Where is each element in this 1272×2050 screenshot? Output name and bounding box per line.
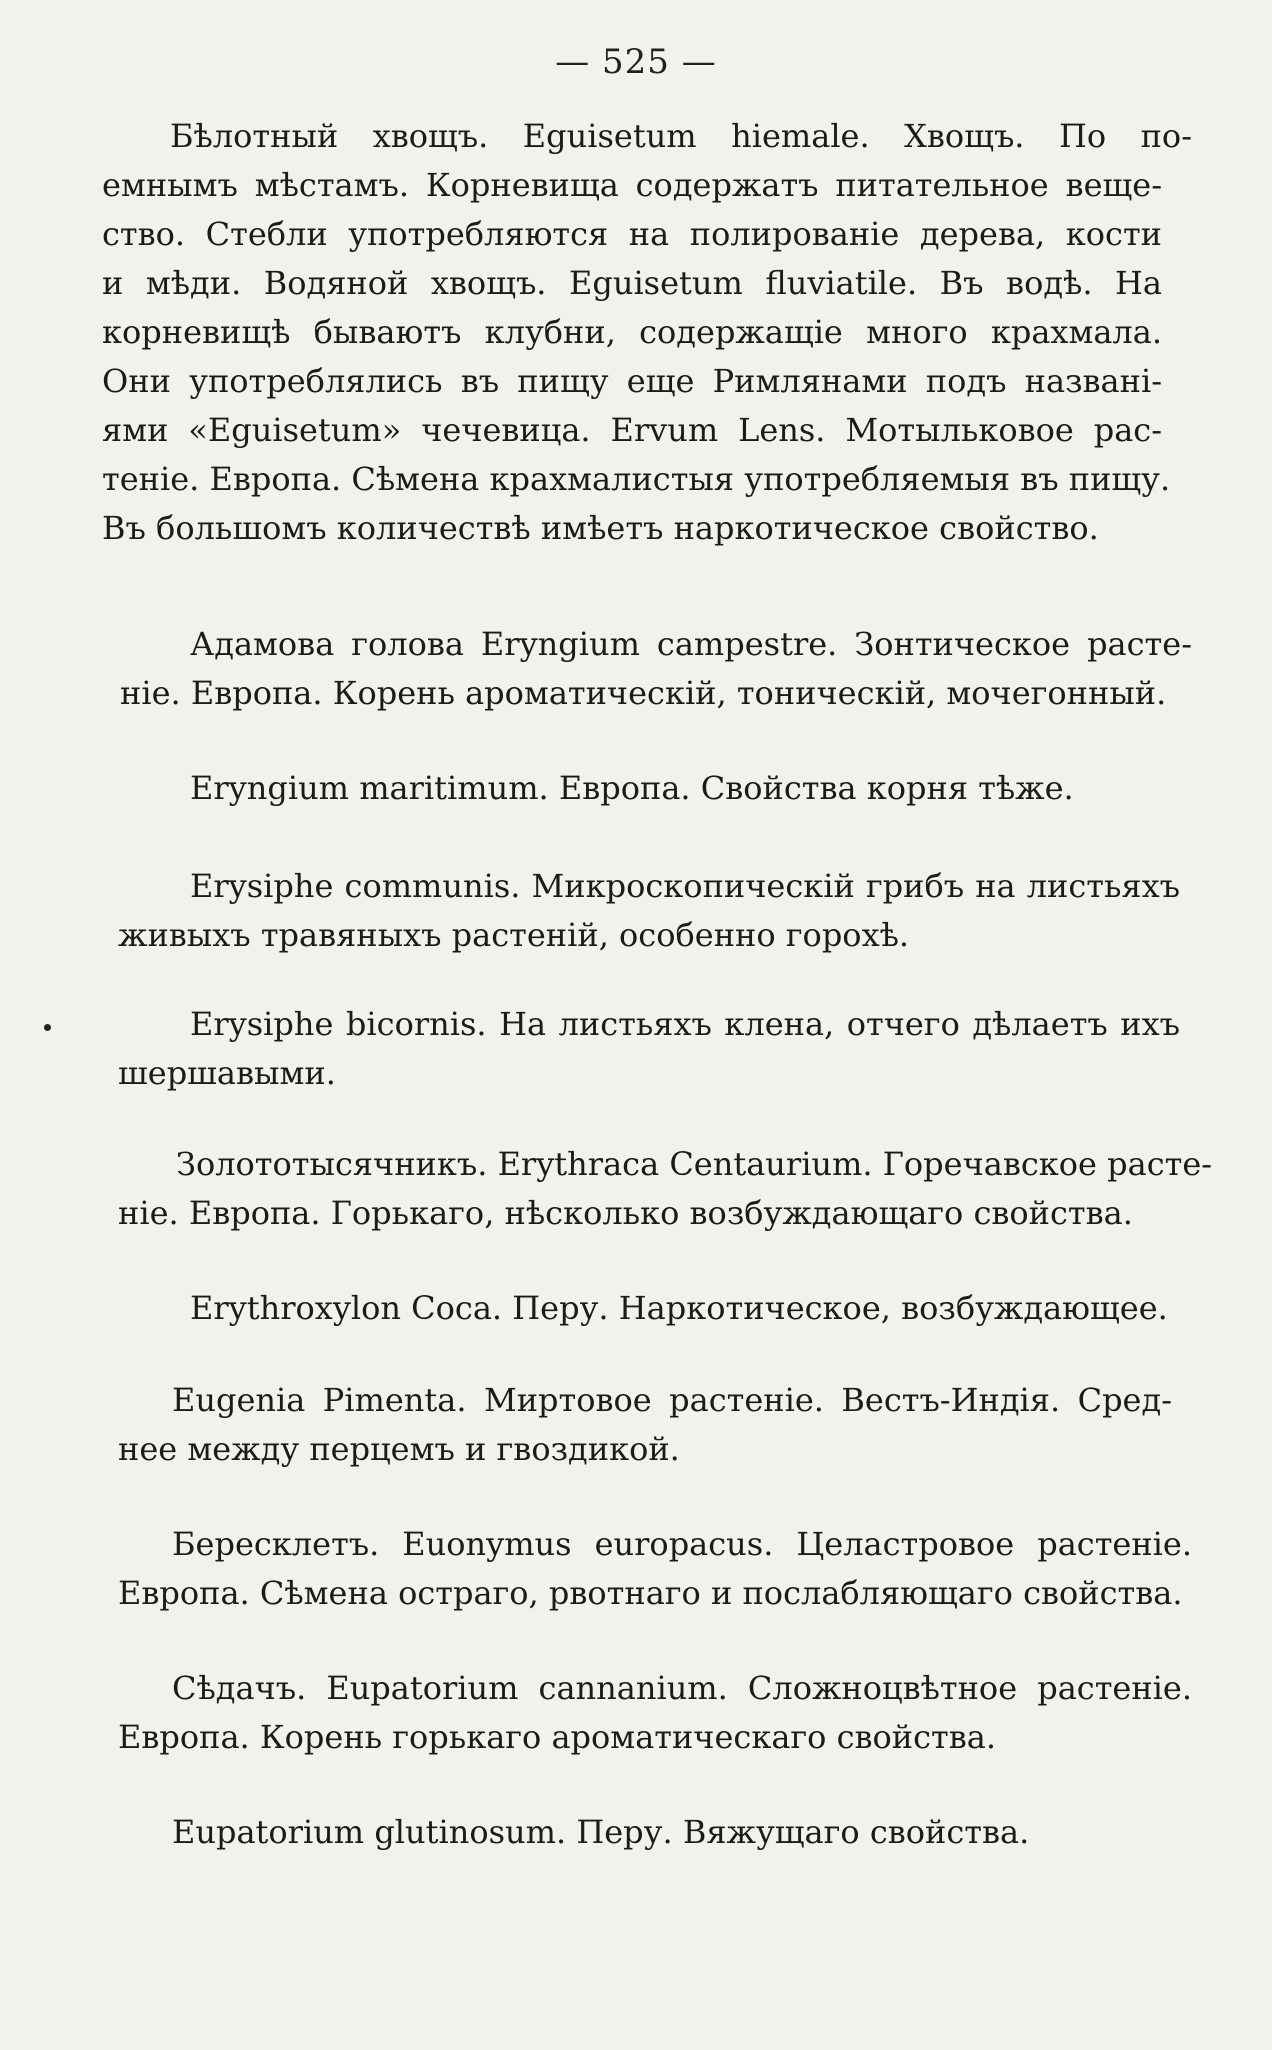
entry-erysiphe-communis: [118, 862, 1192, 960]
entry-eryngium-maritimum: [132, 764, 1192, 813]
entry-euonymus-europaeus: [118, 1520, 1192, 1618]
entry-line: ями «Eguisetum» чечевица. Ervum Lens. Мотыльковое рас-: [102, 411, 1162, 449]
entry-line: ніе. Европа. Корень ароматическій, тоническій, мочегонный.: [120, 674, 1167, 712]
entry-line: емнымъ мѣстамъ. Корневища содержатъ питательное веще-: [102, 166, 1162, 204]
entry-erysiphe-bicornis: [118, 1000, 1192, 1098]
ink-dot: [44, 1024, 51, 1031]
entry-line: нее между перцемъ и гвоздикой.: [118, 1430, 680, 1468]
entry-line: Бѣлотный хвощъ. Eguisetum hiemale. Хвощъ. По по-: [170, 117, 1192, 155]
entry-line: Erysiphe communis. Микроскопическій грибъ на листьяхъ: [190, 867, 1180, 905]
entry-line: живыхъ травяныхъ растеній, особенно горохѣ.: [118, 916, 910, 954]
entry-line: Eugenia Pimenta. Миртовое растеніе. Вестъ-Индія. Сред-: [172, 1381, 1172, 1419]
entry-line: Они употреблялись въ пищу еще Римлянами подъ названі-: [102, 362, 1162, 400]
entry-line: Бересклетъ. Euonymus europacus. Целастровое растеніе.: [172, 1525, 1192, 1563]
entry-line: ство. Стебли употребляются на полированіе дерева, кости: [102, 215, 1162, 253]
entry-eugenia-pimenta: [118, 1376, 1192, 1474]
entry-line: Eupatorium glutinosum. Перу. Вяжущаго свойства.: [172, 1813, 1030, 1851]
entry-erythraea-centaurium: [118, 1140, 1213, 1238]
entry-line: и мѣди. Водяной хвощъ. Eguisetum fluviatile. Въ водѣ. На: [102, 264, 1162, 302]
entry-line: ніе. Европа. Горькаго, нѣсколько возбуждающаго свойства.: [118, 1194, 1133, 1232]
entry-line: Erysiphe bicornis. На листьяхъ клена, отчего дѣлаетъ ихъ: [190, 1005, 1180, 1043]
entry-eupatorium-glutinosum: [132, 1808, 1192, 1857]
entry-eupatorium-cannabinum: [118, 1664, 1192, 1762]
entry-erythroxylon-coca: [132, 1284, 1192, 1333]
entry-line: корневищѣ бываютъ клубни, содержащіе много крахмала.: [102, 313, 1162, 351]
entry-line: шершавыми.: [118, 1054, 336, 1092]
entry-horsetail: [102, 112, 1192, 553]
entry-eryngium-campestre: [120, 620, 1192, 718]
entry-line: Золототысячникъ. Erythraca Centaurium. Горечавское расте-: [176, 1145, 1213, 1183]
entry-line: теніе. Европа. Сѣмена крахмалистыя употребляемыя въ пищу.: [102, 460, 1171, 498]
entry-line: Erythroxylon Coca. Перу. Наркотическое, возбуждающее.: [190, 1289, 1168, 1327]
entry-line: Адамова голова Eryngium campestre. Зонтическое расте-: [190, 625, 1192, 663]
page-number: — 525 —: [555, 42, 717, 82]
entry-line: Въ большомъ количествѣ имѣетъ наркотическое свойство.: [102, 509, 1099, 547]
entry-line: Сѣдачъ. Eupatorium cannanium. Сложноцвѣтное растеніе.: [172, 1669, 1192, 1707]
entry-line: Европа. Корень горькаго ароматическаго свойства.: [118, 1718, 997, 1756]
entry-line: Eryngium maritimum. Европа. Свойства корня тѣже.: [190, 769, 1074, 807]
entry-line: Европа. Сѣмена остраго, рвотнаго и послабляющаго свойства.: [118, 1574, 1183, 1612]
